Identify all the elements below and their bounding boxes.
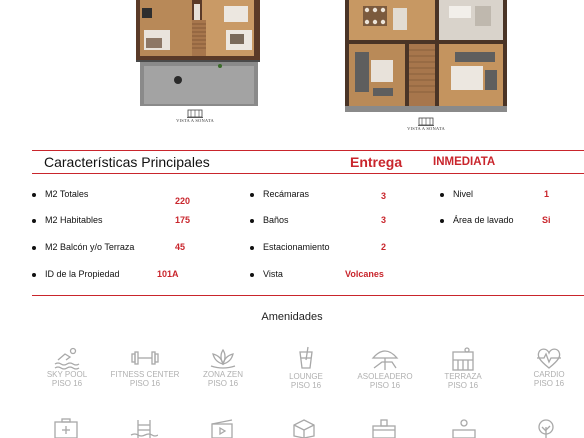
- amenity-floor: PISO 16: [290, 381, 322, 390]
- amenity-floor: PISO 16: [369, 381, 401, 390]
- amenity-label: FITNESS CENTER: [110, 370, 180, 379]
- amenity-label: CARDIO: [533, 370, 565, 379]
- amenities-title: Amenidades: [261, 311, 323, 323]
- game-cube-icon: [290, 418, 318, 438]
- bullet: [250, 246, 254, 250]
- drink-icon: [294, 346, 318, 372]
- building-outline-icon: [187, 108, 203, 118]
- amenity-terraza: [428, 346, 498, 390]
- pool-ladder-icon: [130, 418, 158, 438]
- lotus-icon: [208, 346, 238, 370]
- amenity-floor: PISO 16: [533, 379, 565, 388]
- spec-label-balcony-m2: M2 Balcón y/o Terraza: [45, 242, 135, 252]
- amenity-label: ZONA ZEN: [202, 370, 243, 379]
- amenity-zona-zen: [188, 346, 258, 388]
- spec-value-balcony-m2: 45: [175, 242, 186, 252]
- spec-value-habitable-m2: 175: [175, 215, 191, 225]
- spec-label-bathrooms: Baños: [263, 215, 289, 225]
- reception-icon: [450, 418, 478, 438]
- spec-value-property-id: 101A: [157, 269, 179, 279]
- bullet: [32, 193, 36, 197]
- terrace-icon: [449, 346, 477, 372]
- spec-label-bedrooms: Recámaras: [263, 189, 310, 199]
- spec-value-total-m2: 220: [175, 196, 191, 206]
- bullet: [32, 273, 36, 277]
- amenity-label: SKY POOL: [46, 370, 88, 379]
- bullet: [440, 219, 444, 223]
- characteristics-header: [32, 150, 584, 174]
- spec-label-property-id: ID de la Propiedad: [45, 269, 120, 279]
- bullet: [32, 246, 36, 250]
- amenity-cardio: [514, 346, 584, 388]
- tree-icon: [532, 418, 560, 438]
- amenity-sky-pool: [32, 346, 102, 388]
- spec-label-laundry: Área de lavado: [453, 215, 514, 225]
- bullet: [250, 219, 254, 223]
- cinema-icon: [208, 418, 236, 438]
- spec-value-parking: 2: [381, 242, 387, 252]
- spec-label-habitable-m2: M2 Habitables: [45, 215, 103, 225]
- amenity-lounge: [271, 346, 341, 390]
- view-caption-right: VISTA A SONATA: [407, 126, 445, 131]
- floor-plan-left: [132, 0, 264, 106]
- umbrella-icon: [370, 346, 400, 372]
- amenity-floor: PISO 16: [207, 379, 239, 388]
- amenity-fitness-center: [110, 346, 180, 388]
- spec-value-level: 1: [544, 189, 550, 199]
- building-icon: [370, 418, 398, 438]
- spec-label-total-m2: M2 Totales: [45, 189, 89, 199]
- delivery-label: Entrega: [350, 154, 403, 170]
- bullet: [440, 193, 444, 197]
- floor-plan-right: [343, 0, 509, 114]
- swimmer-icon: [53, 346, 81, 370]
- spec-label-level: Nivel: [453, 189, 474, 199]
- amenity-asoleadero: [350, 346, 420, 390]
- spec-value-laundry: Si: [542, 215, 551, 225]
- amenity-label: LOUNGE: [289, 372, 323, 381]
- view-marker-left: [164, 108, 226, 123]
- amenity-floor: PISO 16: [51, 379, 83, 388]
- bullet: [32, 219, 36, 223]
- view-caption-left: VISTA A SONATA: [176, 118, 214, 123]
- spec-value-bedrooms: 3: [381, 191, 387, 201]
- first-aid-icon: [52, 418, 80, 438]
- amenity-label: ASOLEADERO: [357, 372, 413, 381]
- building-outline-icon: [418, 116, 434, 126]
- spec-label-parking: Estacionamiento: [263, 242, 330, 252]
- heart-pulse-icon: [535, 346, 563, 370]
- amenity-floor: PISO 16: [129, 379, 161, 388]
- spec-value-view: Volcanes: [345, 269, 384, 279]
- spec-label-view: Vista: [263, 269, 283, 279]
- view-marker-right: [395, 116, 457, 131]
- spec-value-bathrooms: 3: [381, 215, 387, 225]
- bullet: [250, 273, 254, 277]
- dumbbell-icon: [130, 346, 160, 370]
- characteristics-title: Características Principales: [44, 154, 210, 170]
- bullet: [250, 193, 254, 197]
- amenity-label: TERRAZA: [444, 372, 482, 381]
- amenity-floor: PISO 16: [447, 381, 479, 390]
- delivery-value: INMEDIATA: [433, 156, 496, 168]
